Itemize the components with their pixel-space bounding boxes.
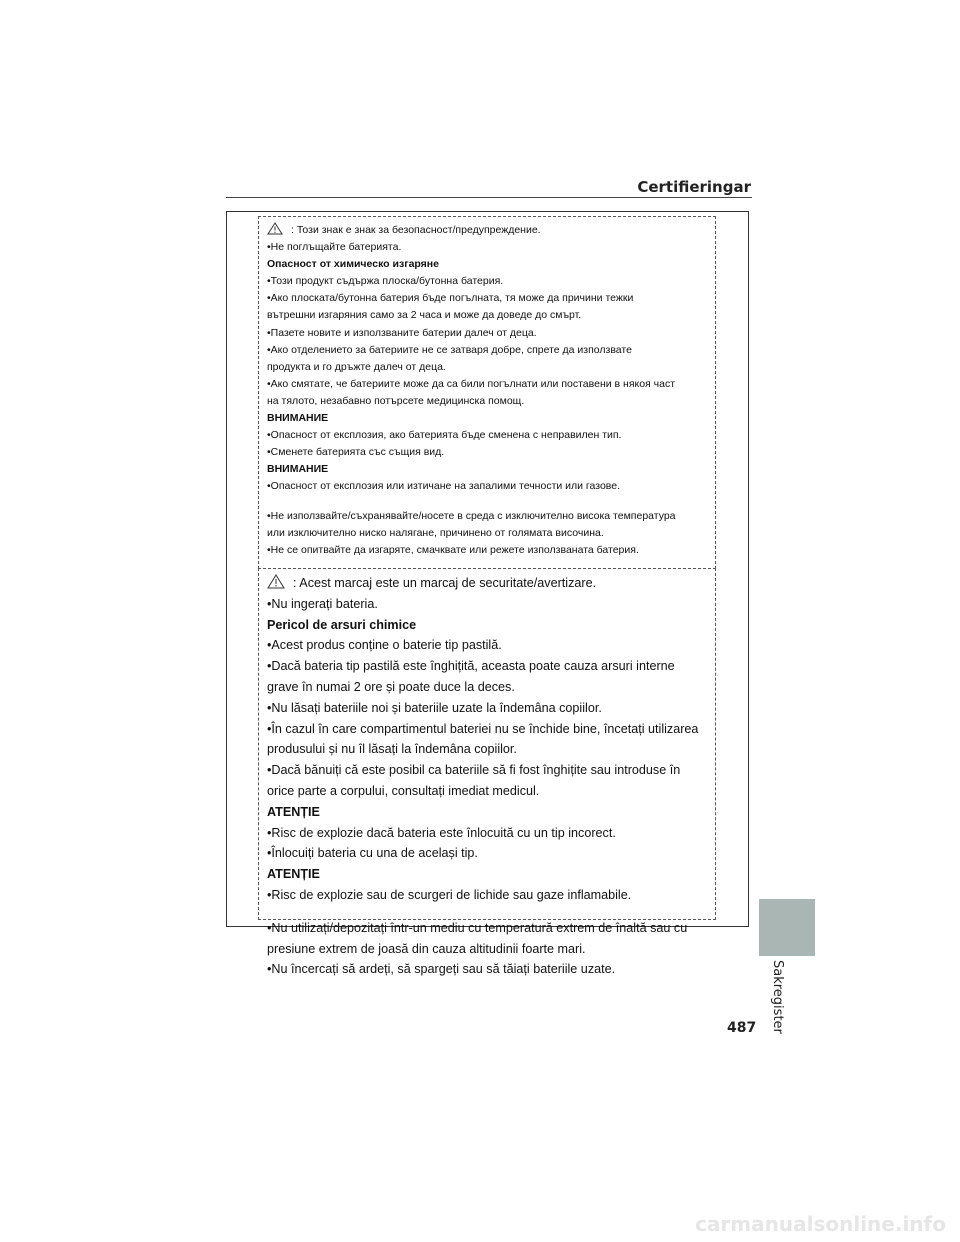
notice-heading: ATENȚIE xyxy=(267,804,320,819)
notice-line: или изключително ниско налягане, причинено от голямата височина. xyxy=(267,526,604,539)
notice-line: •Пазете новите и използваните батерии далеч от деца. xyxy=(267,326,537,339)
notice-line: •Ако отделението за батериите не се затваря добре, спрете да използвате xyxy=(267,343,632,356)
notice-line xyxy=(267,573,711,594)
page-number: 487 xyxy=(727,1020,757,1036)
notice-line: produsului și nu îl lăsați la îndemâna copiilor. xyxy=(267,742,517,757)
notice-spacer xyxy=(267,906,711,918)
notice-line: presiune extrem de joasă din cauza altitudinii foarte mari. xyxy=(267,941,586,956)
warning-definition-text: : Acest marcaj este un marcaj de securitate/avertizare. xyxy=(293,576,597,590)
notice-line: •Dacă bănuiți că este posibil ca bateriile să fi fost înghițite sau introduse în xyxy=(267,763,681,778)
notice-line: на тялото, незабавно потърсете медицинска помощ. xyxy=(267,394,525,407)
notice-line: •Nu ingerați bateria. xyxy=(267,596,378,611)
notice-line: •Опасност от експлозия, ако батерията бъде сменена с неправилен тип. xyxy=(267,429,622,442)
notice-line: orice parte a corpului, consultați imediat medicul. xyxy=(267,783,540,798)
notice-line: •Înlocuiți bateria cu una de același tip. xyxy=(267,846,478,861)
notice-line: •Nu încercați să ardeți, să spargeți sau să tăiați bateriile uzate. xyxy=(267,962,616,977)
notice-line xyxy=(267,222,711,239)
notice-line: •Опасност от експлозия или изтичане на запалими течности или газове. xyxy=(267,480,621,493)
notice-line: •Acest produs conține o baterie tip pastilă. xyxy=(267,638,502,653)
side-tab-label: Sakregister xyxy=(770,960,785,1034)
notice-line: продукта и го дръжте далеч от деца. xyxy=(267,360,446,373)
notice-line: •Nu lăsați bateriile noi și bateriile uzate la îndemâna copiilor. xyxy=(267,700,602,715)
bulgarian-safety-notice xyxy=(258,216,716,569)
notice-line: •Сменете батерията със същия вид. xyxy=(267,446,445,459)
section-title: Certifieringar xyxy=(637,178,751,196)
notice-line: •Risc de explozie sau de scurgeri de lichide sau gaze inflamabile. xyxy=(267,887,632,902)
warning-triangle-icon xyxy=(267,574,285,589)
notice-heading: ВНИМАНИЕ xyxy=(267,463,329,476)
notice-line: •Ако смятате, че батериите може да са били погълнати или поставени в някоя част xyxy=(267,377,676,390)
notice-line: •În cazul în care compartimentul bateriei nu se închide bine, încetați utilizarea xyxy=(267,721,699,736)
notice-spacer xyxy=(267,496,711,508)
notice-line: •Не използвайте/съхранявайте/носете в среда с изключително висока температура xyxy=(267,509,676,522)
notice-heading: ВНИМАНИЕ xyxy=(267,412,329,425)
notice-line: •Не се опитвайте да изгаряте, смачквате или режете използваната батерия. xyxy=(267,543,639,556)
notice-heading: ATENȚIE xyxy=(267,867,320,882)
notice-line: вътрешни изгаряния само за 2 часа и може да доведе до смърт. xyxy=(267,309,582,322)
notice-heading: Опасност от химическо изгаряне xyxy=(267,258,439,271)
romanian-safety-notice xyxy=(258,568,716,977)
site-watermark: carmanualsonline.info xyxy=(695,1212,946,1236)
notice-heading: Pericol de arsuri chimice xyxy=(267,617,417,632)
header-divider xyxy=(226,197,752,198)
warning-definition-text: : Този знак е знак за безопасност/предупреждение. xyxy=(291,224,541,236)
notice-line: •Risc de explozie dacă bateria este înlocuită cu un tip incorect. xyxy=(267,825,616,840)
notice-line: •Не поглъщайте батерията. xyxy=(267,241,402,254)
warning-triangle-icon xyxy=(267,222,283,235)
notice-line: •Nu utilizați/depozitați într-un mediu cu temperatură extrem de înaltă sau cu xyxy=(267,920,688,935)
notice-line: grave în numai 2 ore și poate duce la deces. xyxy=(267,679,515,694)
notice-line: •Dacă bateria tip pastilă este înghițită, aceasta poate cauza arsuri interne xyxy=(267,659,675,674)
section-thumb-tab xyxy=(759,899,815,956)
notice-line: •Ако плоската/бутонна батерия бъде погълната, тя може да причини тежки xyxy=(267,292,634,305)
notice-line: •Този продукт съдържа плоска/бутонна батерия. xyxy=(267,275,504,288)
